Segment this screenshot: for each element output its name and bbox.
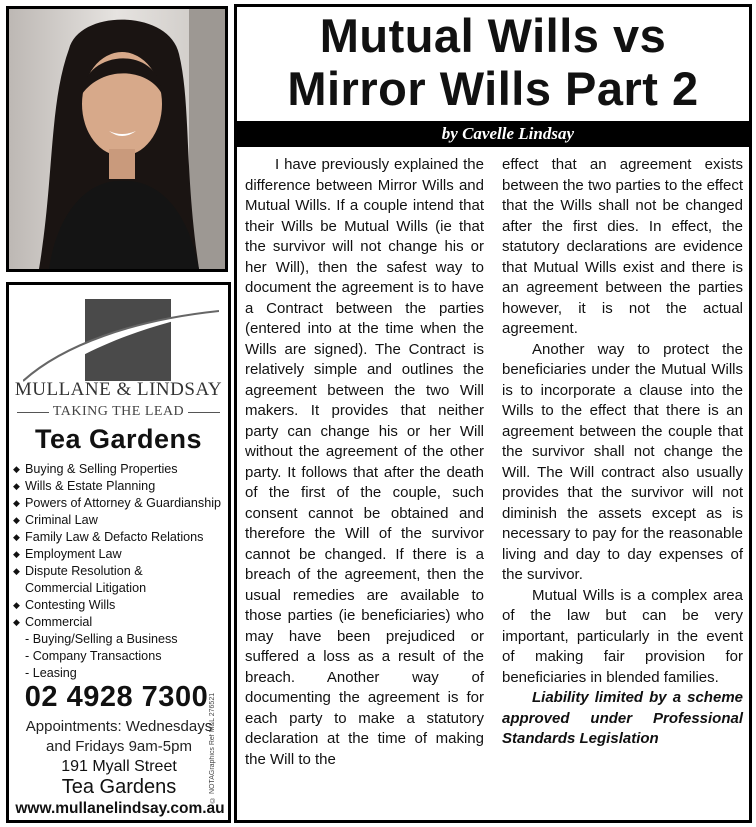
bullet-icon: ◆: [13, 464, 20, 474]
article-panel: [234, 4, 752, 823]
bullet-icon: ◆: [13, 600, 20, 610]
body-paragraph: Mutual Wills is a complex area of the law but can be very important, particularly in the event of making fair provision for beneficiaries in blended families.: [502, 586, 743, 686]
byline: by Cavelle Lindsay: [237, 121, 749, 147]
body-paragraph: effect that an agreement exists between the two parties to the effect that the Wills shall not be changed after the first dies. In effect, the statutory declarations are evidence that Mutual Wills exist and there is an agreement between the parties however, it is not the actual agreement.: [502, 156, 743, 337]
service-item: ◆ Family Law & Defacto Relations: [13, 530, 204, 544]
firm-logo-icon: [23, 295, 219, 385]
tagline-row: [17, 402, 220, 422]
headline-line: Mutual Wills vs: [319, 9, 667, 62]
article-column-left: [245, 155, 484, 770]
service-item: ◆ Employment Law: [13, 547, 122, 561]
article-column-right: [502, 155, 743, 750]
services-list: [13, 461, 221, 682]
service-subitem: - Leasing: [25, 666, 77, 680]
service-item: ◆ Criminal Law: [13, 513, 98, 527]
bullet-icon: ◆: [13, 549, 20, 559]
service-item: ◆ Dispute Resolution &: [13, 564, 143, 578]
phone-number: 02 4928 7300: [24, 681, 209, 713]
bullet-icon: ◆: [13, 617, 20, 627]
website-url: www.mullanelindsay.com.au: [15, 800, 225, 817]
tagline: TAKING THE LEAD: [52, 404, 185, 419]
article-headline: [237, 9, 749, 115]
bullet-icon: ◆: [13, 481, 20, 491]
service-item: ◆ Contesting Wills: [13, 598, 116, 612]
appointments-line: and Fridays 9am-5pm: [46, 738, 192, 755]
office-town-heading: Tea Gardens: [34, 424, 203, 454]
bullet-icon: ◆: [13, 515, 20, 525]
street-address: 191 Myall Street: [61, 758, 177, 775]
service-item: ◆ Wills & Estate Planning: [13, 479, 156, 493]
bullet-icon: ◆: [13, 532, 20, 542]
service-subitem: - Company Transactions: [25, 649, 162, 663]
address-town: Tea Gardens: [61, 776, 177, 798]
tagline-rule-right: [188, 412, 220, 413]
body-paragraph: I have previously explained the difference between Mirror Wills and Mutual Wills. If a couple intend that their Wills be Mutual Wills (ie that the survivor will not change his or her Will), then the safest way to document the agreement is to have a Contract between the parties (entered into at the time when the Wills are signed). The Contract is relatively simple and outlines the agreement between the two Will makers. It provides that neither party can change his or her Will without the agreement of the other party. It follows that after the death of the first of the couple, such consent cannot be obtained and therefore the Will of the survivor cannot be changed. If there is a breach of the agreement, then the usual remedies are available to those parties (ie beneficiaries) who may have been prejudiced or suffered a loss as a result of the breach. Another way of documenting the agreement is for each party to make a statutory declaration at the time of making the Will to the: [245, 156, 484, 768]
bullet-icon: ◆: [13, 566, 20, 576]
appointment-hours: [19, 717, 219, 757]
author-photo: [6, 6, 228, 272]
brand-name: MULLANE & LINDSAY: [14, 379, 223, 400]
service-subitem: - Buying/Selling a Business: [25, 632, 178, 646]
appointments-line: Appointments: Wednesdays: [25, 718, 213, 735]
tagline-rule-left: [17, 412, 49, 413]
service-item: ◆ Buying & Selling Properties: [13, 462, 178, 476]
body-paragraph: Another way to protect the beneficiaries under the Mutual Wills is to incorporate a clause into the Wills to the effect that there is an agreement between the couple that the survivor shall not change the Will. The Will contract also usually provides that the survivor will not diminish the assets except as is necessary to pay for the reasonable living and day to day expenses of the survivor.: [502, 340, 743, 583]
ad-reference-code: © NOTAGraphics Ref M&L 276521: [209, 692, 216, 803]
law-firm-advertisement: [6, 282, 231, 823]
liability-disclaimer: Liability limited by a scheme approved under Professional Standards Legislation: [502, 689, 743, 747]
headline-line: Mirror Wills Part 2: [287, 62, 699, 115]
service-item: ◆ Commercial: [13, 615, 93, 629]
portrait-image: [9, 9, 225, 269]
bullet-icon: ◆: [13, 498, 20, 508]
service-item-continued: Commercial Litigation: [25, 581, 147, 595]
service-item: ◆ Powers of Attorney & Guardianship: [13, 496, 222, 510]
